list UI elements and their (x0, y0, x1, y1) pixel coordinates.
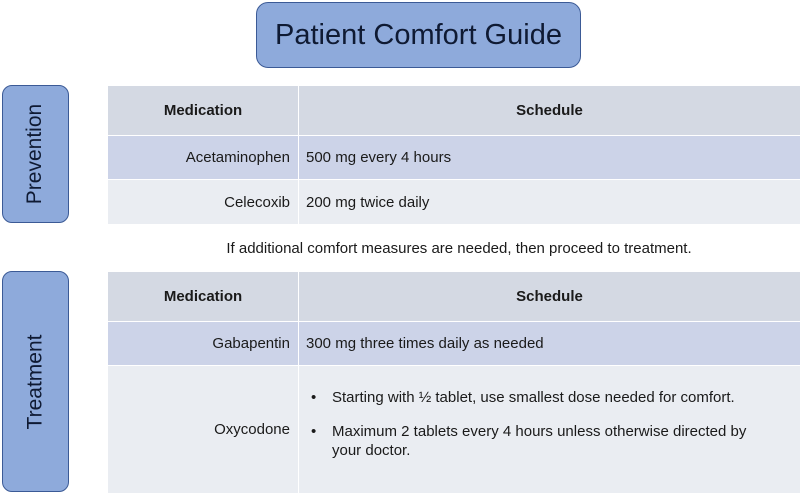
dosage-instructions-list (306, 388, 770, 460)
medication-cell: Oxycodone (108, 366, 299, 493)
table-row (108, 322, 800, 366)
schedule-cell: 300 mg three times daily as needed (306, 335, 544, 352)
bullet-icon: • (311, 389, 317, 406)
page-title: Patient Comfort Guide (256, 2, 581, 68)
header-schedule: Schedule (516, 288, 583, 305)
medication-cell: Gabapentin (108, 322, 299, 365)
medication-cell: Celecoxib (108, 180, 299, 224)
bullet-icon: • (311, 423, 317, 440)
treatment-table (108, 272, 800, 493)
section-label-prevention-text: Prevention (23, 103, 47, 205)
table-row (108, 180, 800, 224)
transition-note: If additional comfort measures are needed, then proceed to treatment. (226, 240, 692, 257)
table-header-row (108, 272, 800, 322)
schedule-cell (299, 366, 800, 493)
header-schedule: Schedule (516, 102, 583, 119)
section-label-prevention (2, 85, 69, 223)
schedule-cell: 200 mg twice daily (306, 193, 430, 211)
table-row (108, 366, 800, 493)
table-header-row (108, 86, 800, 136)
header-medication: Medication (108, 86, 299, 135)
list-item-text: Starting with ½ tablet, use smallest dose needed for comfort. (332, 389, 735, 406)
section-label-treatment-text: Treatment (23, 334, 47, 429)
schedule-cell: 500 mg every 4 hours (306, 149, 452, 166)
list-item (306, 388, 770, 407)
medication-cell: Acetaminophen (108, 136, 299, 179)
list-item-text: Maximum 2 tablets every 4 hours unless otherwise directed by your doctor. (332, 423, 747, 459)
list-item (306, 422, 770, 460)
section-label-treatment (2, 271, 69, 492)
header-medication: Medication (108, 272, 299, 321)
table-row (108, 136, 800, 180)
prevention-table (108, 86, 800, 224)
